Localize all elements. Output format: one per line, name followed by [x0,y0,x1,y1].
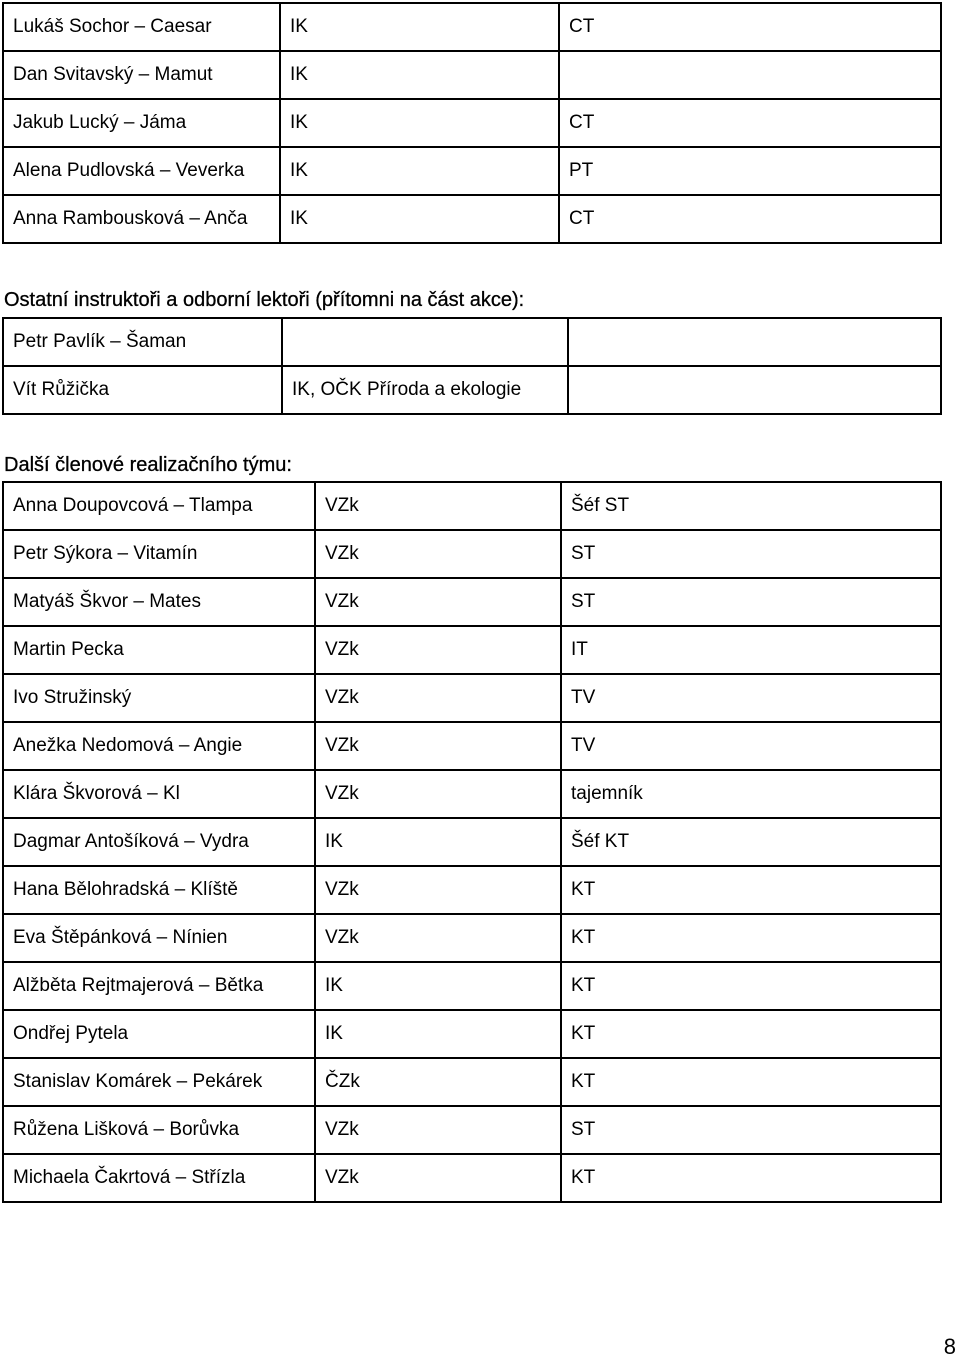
cell-name: Alžběta Rejtmajerová – Bětka [3,962,315,1010]
table-row [3,195,941,243]
cell-name: Ondřej Pytela [3,1010,315,1058]
table-row [3,1058,941,1106]
cell-name: Anna Doupovcová – Tlampa [3,482,315,530]
cell-team: ST [561,578,941,626]
table-row [3,318,941,366]
cell-name: Dagmar Antošíková – Vydra [3,818,315,866]
cell-name: Martin Pecka [3,626,315,674]
cell-role: VZk [315,722,561,770]
cell-team [559,51,941,99]
cell-team: Šéf KT [561,818,941,866]
table-row [3,1010,941,1058]
table-row [3,99,941,147]
table-row [3,366,941,414]
table-row [3,51,941,99]
cell-team: ST [561,530,941,578]
table-row [3,914,941,962]
cell-team: KT [561,1058,941,1106]
table-row [3,818,941,866]
cell-name: Hana Bělohradská – Klíště [3,866,315,914]
cell-name: Michaela Čakrtová – Střízla [3,1154,315,1202]
table-row [3,3,941,51]
cell-team: ST [561,1106,941,1154]
cell-role: IK, OČK Příroda a ekologie [282,366,568,414]
cell-role: VZk [315,1106,561,1154]
cell-name: Alena Pudlovská – Veverka [3,147,280,195]
cell-role: IK [315,818,561,866]
cell-team: KT [561,962,941,1010]
cell-name: Ivo Stružinský [3,674,315,722]
table-row [3,1106,941,1154]
cell-team: PT [559,147,941,195]
section-heading-other-instructors: Ostatní instruktoři a odborní lektoři (přítomni na část akce): [4,289,525,311]
cell-team [568,318,941,366]
cell-role [282,318,568,366]
cell-role: IK [280,195,559,243]
cell-name: Stanislav Komárek – Pekárek [3,1058,315,1106]
cell-team: CT [559,195,941,243]
cell-name: Jakub Lucký – Jáma [3,99,280,147]
team-members-table [2,481,942,1203]
section-heading-team-members: Další členové realizačního týmu: [4,454,292,476]
cell-name: Lukáš Sochor – Caesar [3,3,280,51]
cell-name: Anežka Nedomová – Angie [3,722,315,770]
cell-role: VZk [315,626,561,674]
cell-role: IK [315,962,561,1010]
table-row [3,866,941,914]
cell-role: VZk [315,1154,561,1202]
cell-name: Dan Svitavský – Mamut [3,51,280,99]
cell-role: IK [280,147,559,195]
cell-name: Petr Pavlík – Šaman [3,318,282,366]
cell-team: KT [561,914,941,962]
cell-role: VZk [315,914,561,962]
table-row [3,674,941,722]
cell-role: IK [280,99,559,147]
cell-name: Anna Rambousková – Anča [3,195,280,243]
table-row [3,1154,941,1202]
table-row [3,722,941,770]
table-row [3,626,941,674]
cell-role: IK [280,3,559,51]
cell-name: Klára Škvorová – Kl [3,770,315,818]
cell-team: KT [561,1010,941,1058]
cell-team: Šéf ST [561,482,941,530]
cell-team: KT [561,866,941,914]
cell-name: Růžena Lišková – Borůvka [3,1106,315,1154]
other-instructors-table [2,317,942,415]
cell-team: TV [561,722,941,770]
cell-team [568,366,941,414]
table-row [3,482,941,530]
instructors-table [2,2,942,244]
cell-team: IT [561,626,941,674]
cell-role: VZk [315,482,561,530]
cell-role: VZk [315,530,561,578]
table-row [3,962,941,1010]
cell-name: Petr Sýkora – Vitamín [3,530,315,578]
table-row [3,147,941,195]
cell-role: VZk [315,674,561,722]
cell-team: CT [559,99,941,147]
cell-team: TV [561,674,941,722]
cell-team: KT [561,1154,941,1202]
cell-role: VZk [315,770,561,818]
cell-team: tajemník [561,770,941,818]
cell-role: VZk [315,578,561,626]
cell-name: Eva Štěpánková – Nínien [3,914,315,962]
table-row [3,530,941,578]
cell-role: ČZk [315,1058,561,1106]
cell-name: Matyáš Škvor – Mates [3,578,315,626]
table-row [3,770,941,818]
cell-role: IK [315,1010,561,1058]
table-row [3,578,941,626]
page-number: 8 [943,1334,956,1359]
cell-team: CT [559,3,941,51]
cell-role: VZk [315,866,561,914]
cell-role: IK [280,51,559,99]
cell-name: Vít Růžička [3,366,282,414]
